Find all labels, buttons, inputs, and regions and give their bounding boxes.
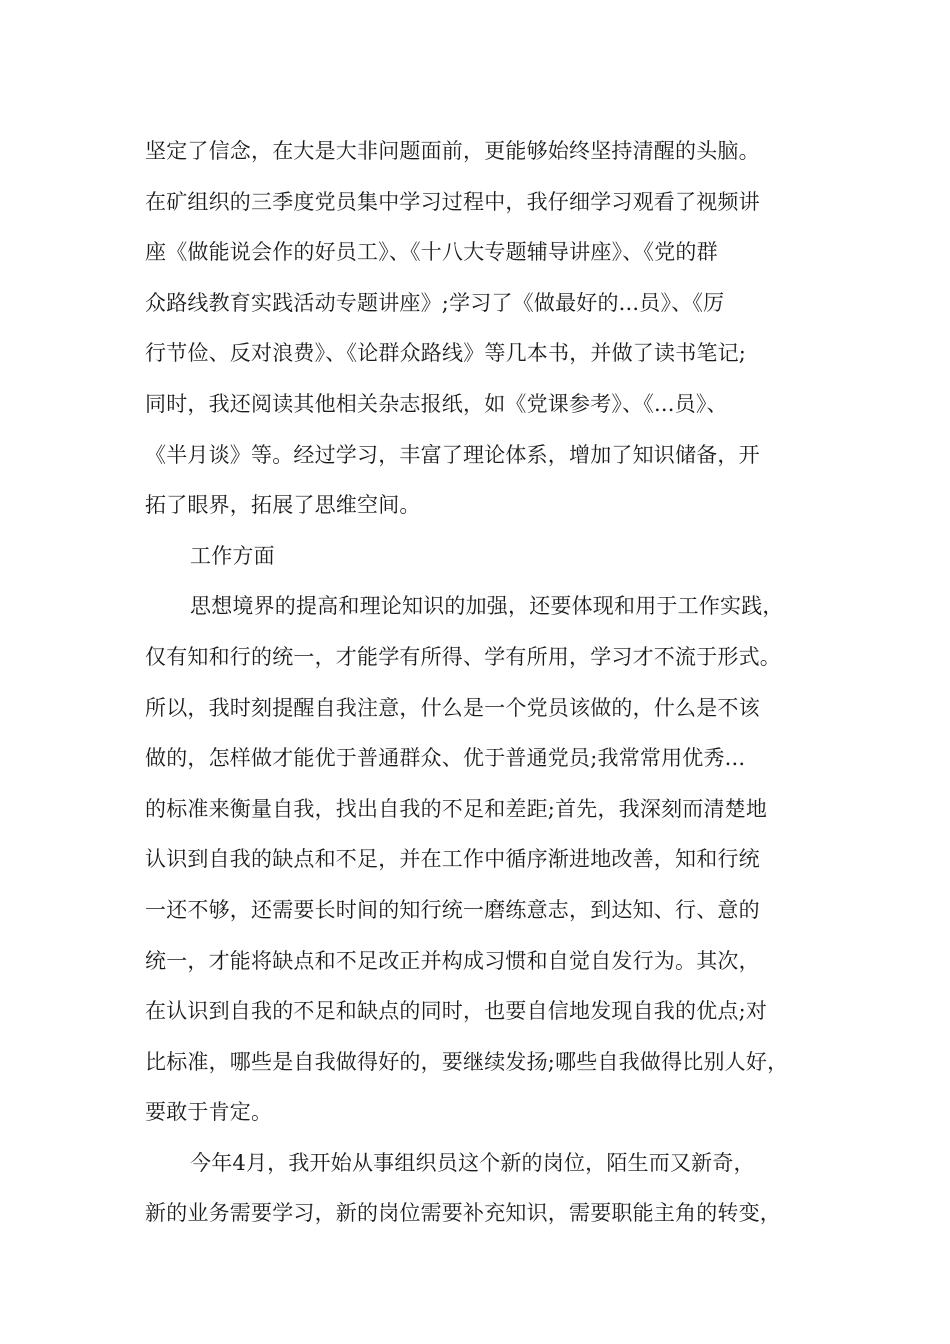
body-text [145, 126, 835, 1239]
text-line: 仅有知和行的统一，才能学有所得、学有所用，学习才不流于形式。 [145, 644, 781, 669]
text-line: 同时，我还阅读其他相关杂志报纸，如《党课参考》、《...员》、 [145, 391, 728, 416]
text-line: 座《做能说会作的好员工》、《十八大专题辅导讲座》、《党的群 [145, 240, 718, 265]
text-line: 今年4月，我开始从事组织员这个新的岗位，陌生而又新奇， [190, 1150, 755, 1175]
text-line: 做的，怎样做才能优于普通群众、优于普通党员;我常常用优秀... [145, 746, 746, 771]
text-line: 的标准来衡量自我，找出自我的不足和差距;首先，我深刻而清楚地 [145, 796, 768, 821]
text-line: 一还不够，还需要长时间的知行统一磨练意志，到达知、行、意的 [145, 897, 760, 922]
text-line: 在矿组织的三季度党员集中学习过程中，我仔细学习观看了视频讲 [145, 189, 760, 214]
text-line: 要敢于肯定。 [145, 1100, 273, 1125]
text-line: 思想境界的提高和理论知识的加强，还要体现和用于工作实践， [190, 594, 784, 619]
text-line: 《半月谈》等。经过学习，丰富了理论体系，增加了知识储备，开 [145, 442, 760, 467]
text-line: 所以，我时刻提醒自我注意，什么是一个党员该做的，什么是不该 [145, 695, 760, 720]
text-line: 比标准，哪些是自我做得好的，要继续发扬;哪些自我做得比别人好， [145, 1049, 789, 1074]
section-heading: 工作方面 [190, 543, 275, 568]
text-line: 在认识到自我的不足和缺点的同时，也要自信地发现自我的优点;对 [145, 999, 768, 1024]
text-line: 众路线教育实践活动专题讲座》;学习了《做最好的...员》、《厉 [145, 290, 725, 315]
text-line: 拓了眼界，拓展了思维空间。 [145, 493, 421, 518]
text-line: 新的业务需要学习，新的岗位需要补充知识，需要职能主角的转变， [145, 1201, 781, 1226]
text-line: 坚定了信念，在大是大非问题面前，更能够始终坚持清醒的头脑。 [145, 139, 760, 163]
text-line: 行节俭、反对浪费》、《论群众路线》等几本书，并做了读书笔记; [145, 341, 747, 366]
text-line: 认识到自我的缺点和不足，并在工作中循序渐进地改善，知和行统 [145, 847, 760, 872]
text-line: 统一，才能将缺点和不足改正并构成习惯和自觉自发行为。其次， [145, 948, 760, 973]
